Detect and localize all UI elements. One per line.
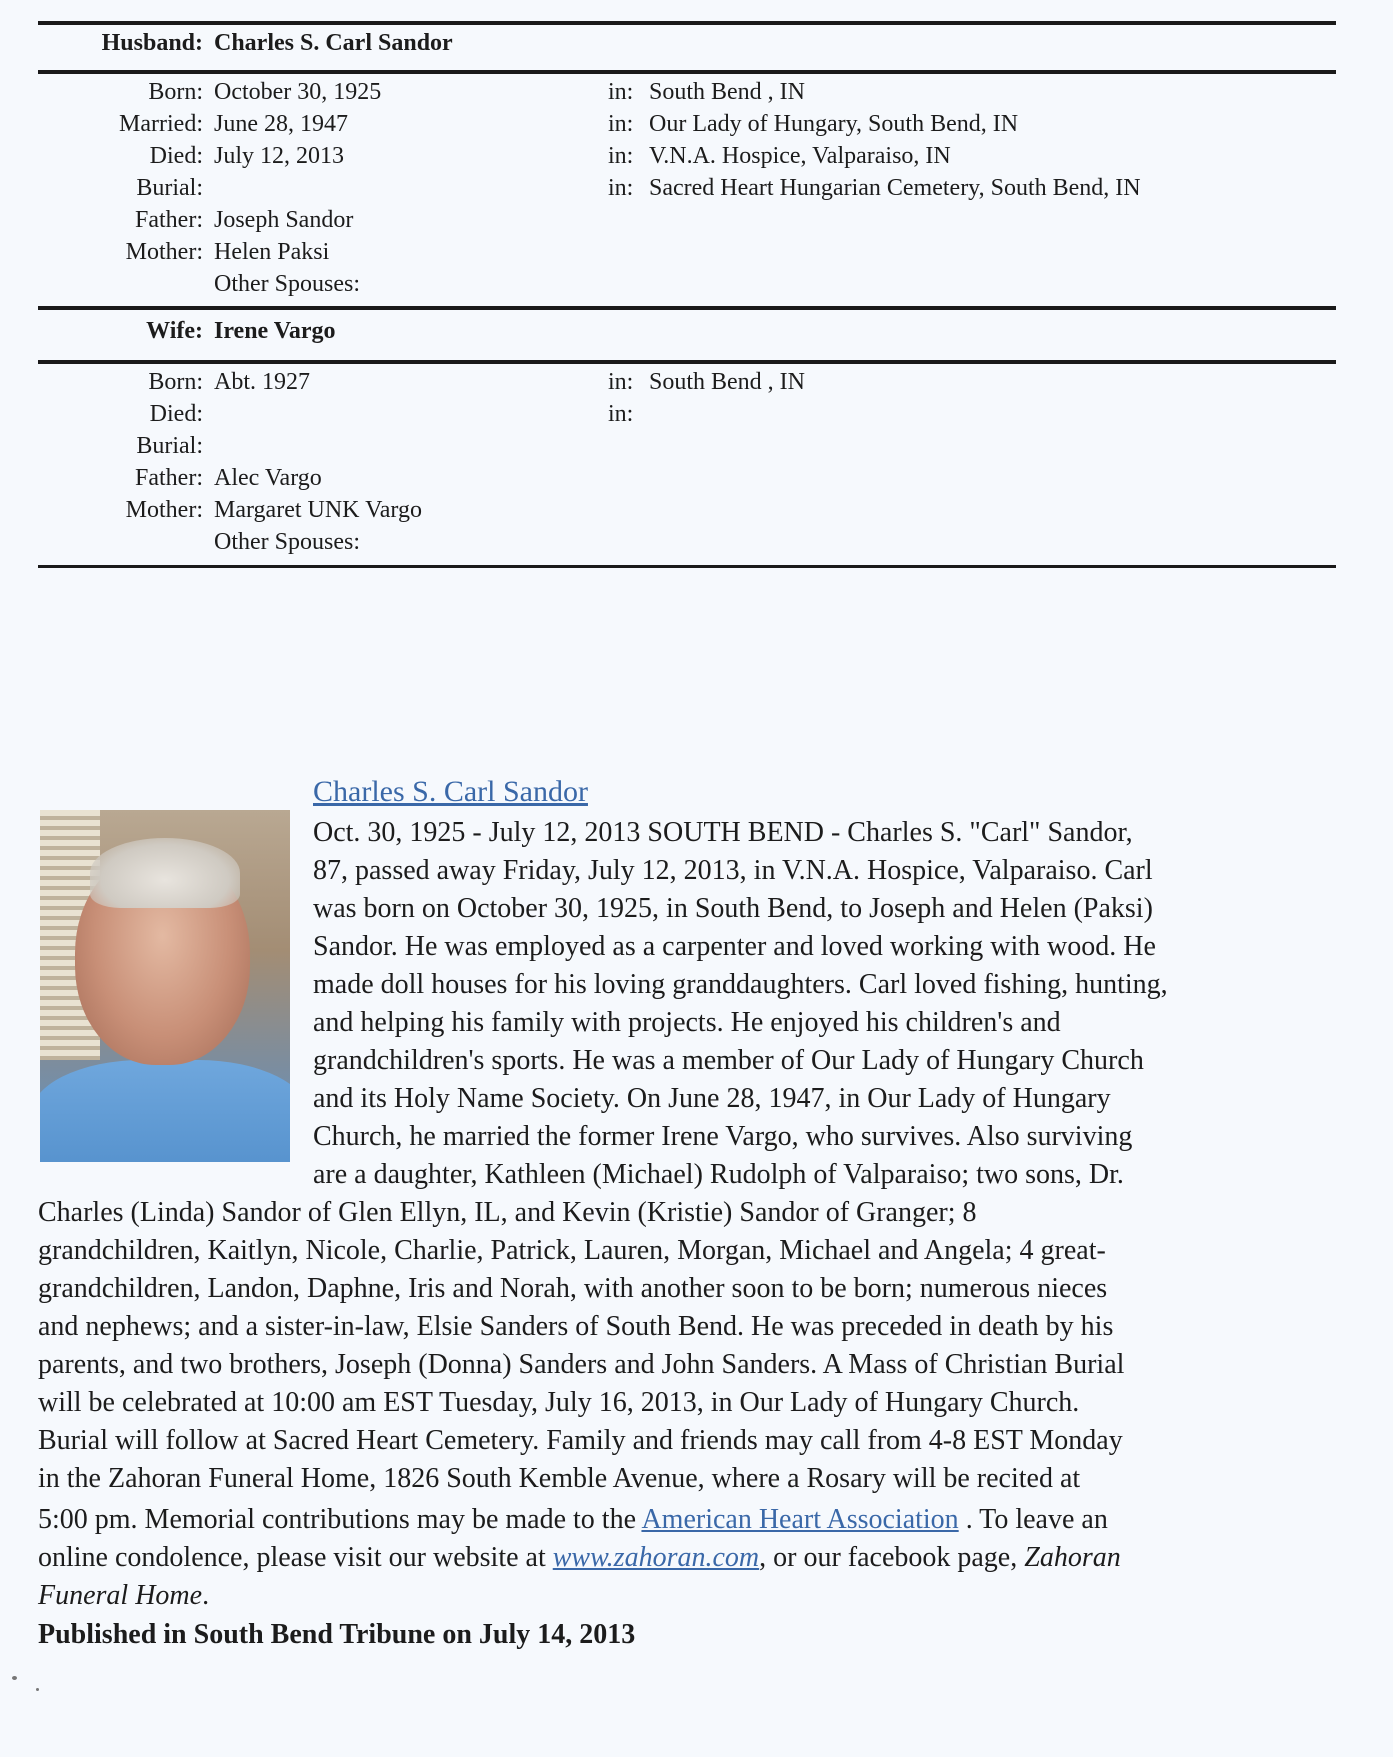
- memorial-text-end: . To leave an: [958, 1504, 1108, 1535]
- wife-field-value: Other Spouses:: [214, 529, 360, 555]
- obituary-line: grandchildren, Kaitlyn, Nicole, Charlie, Patrick, Lauren, Morgan, Michael and Angela; 4 great-: [38, 1235, 1106, 1266]
- husband-place: South Bend , IN: [649, 79, 805, 105]
- husband-field-value: Helen Paksi: [214, 239, 330, 265]
- obituary-line: and nephews; and a sister-in-law, Elsie Sanders of South Bend. He was preceded in death by his: [38, 1311, 1114, 1342]
- husband-field-label: Married:: [119, 111, 203, 137]
- memorial-text: 5:00 pm. Memorial contributions may be made to the: [38, 1504, 642, 1535]
- husband-field-value: June 28, 1947: [214, 111, 348, 137]
- wife-field-label: Born:: [148, 369, 203, 395]
- husband-field-label: Burial:: [136, 175, 203, 201]
- obituary-line: Burial will follow at Sacred Heart Cemetery. Family and friends may call from 4-8 EST Monday: [38, 1425, 1123, 1456]
- hair: [90, 838, 240, 908]
- wife-field-value: Abt. 1927: [214, 369, 310, 395]
- wife-rule: [38, 360, 1336, 364]
- wife-field-value: Alec Vargo: [214, 465, 322, 491]
- wife-field-label: Father:: [135, 465, 203, 491]
- husband-field-label: Mother:: [125, 239, 203, 265]
- obituary-line: Charles (Linda) Sandor of Glen Ellyn, IL, and Kevin (Kristie) Sandor of Granger; 8: [38, 1197, 977, 1228]
- obituary-line: was born on October 30, 1925, in South Bend, to Joseph and Helen (Paksi): [313, 893, 1153, 924]
- facebook-page-name-cont: Funeral Home: [38, 1580, 203, 1611]
- wife-field-value: Margaret UNK Vargo: [214, 497, 422, 523]
- online-text: online condolence, please visit our website at: [38, 1542, 553, 1573]
- obituary-line: grandchildren's sports. He was a member of Our Lady of Hungary Church: [313, 1045, 1144, 1076]
- husband-in-label: in:: [608, 111, 634, 137]
- husband-field-value: Joseph Sandor: [214, 207, 354, 233]
- wife-in-label: in:: [608, 401, 634, 427]
- scan-speck: [36, 1688, 39, 1691]
- facebook-page-name: Zahoran: [1024, 1542, 1121, 1573]
- obituary-line: in the Zahoran Funeral Home, 1826 South Kemble Avenue, where a Rosary will be recited at: [38, 1463, 1081, 1494]
- obituary-line: grandchildren, Landon, Daphne, Iris and Norah, with another soon to be born; numerous nieces: [38, 1273, 1108, 1304]
- husband-field-value: October 30, 1925: [214, 79, 382, 105]
- wife-place: South Bend , IN: [649, 369, 805, 395]
- obituary-line: made doll houses for his loving granddaughters. Carl loved fishing, hunting,: [313, 969, 1168, 1000]
- obituary-title-link[interactable]: Charles S. Carl Sandor: [313, 775, 588, 808]
- obituary-line: Church, he married the former Irene Vargo, who survives. Also surviving: [313, 1121, 1133, 1152]
- husband-field-label: Born:: [148, 79, 203, 105]
- published-note: Published in South Bend Tribune on July 14, 2013: [38, 1619, 636, 1650]
- wife-field-label: Mother:: [125, 497, 203, 523]
- obituary-line-online: [38, 1540, 1121, 1576]
- husband-field-label: Father:: [135, 207, 203, 233]
- obituary-line: will be celebrated at 10:00 am EST Tuesday, July 16, 2013, in Our Lady of Hungary Church.: [38, 1387, 1080, 1418]
- shirt: [40, 1060, 290, 1162]
- obituary-line: parents, and two brothers, Joseph (Donna) Sanders and John Sanders. A Mass of Christian Burial: [38, 1349, 1125, 1380]
- wife-field-label: Burial:: [136, 433, 203, 459]
- online-text-mid: , or our facebook page,: [759, 1542, 1025, 1573]
- husband-in-label: in:: [608, 143, 634, 169]
- obituary-line: Sandor. He was employed as a carpenter and loved working with wood. He: [313, 931, 1156, 962]
- husband-place: V.N.A. Hospice, Valparaiso, IN: [649, 143, 951, 169]
- scan-speck: [12, 1676, 17, 1680]
- husband-label: Husband:: [101, 30, 203, 56]
- obituary-line-final: [38, 1578, 209, 1614]
- wife-label: Wife:: [146, 318, 203, 344]
- bottom-rule: [38, 565, 1336, 568]
- husband-in-label: in:: [608, 175, 634, 201]
- husband-field-value: July 12, 2013: [214, 143, 345, 169]
- top-rule: [38, 21, 1336, 25]
- obituary-line: and helping his family with projects. He enjoyed his children's and: [313, 1007, 1061, 1038]
- husband-rule: [38, 70, 1336, 74]
- obituary-line: and its Holy Name Society. On June 28, 1947, in Our Lady of Hungary: [313, 1083, 1111, 1114]
- obituary-line: 87, passed away Friday, July 12, 2013, in V.N.A. Hospice, Valparaiso. Carl: [313, 855, 1153, 886]
- portrait-photo: [40, 810, 290, 1162]
- husband-name: Charles S. Carl Sandor: [214, 30, 453, 56]
- obituary-line: Oct. 30, 1925 - July 12, 2013 SOUTH BEND - Charles S. "Carl" Sandor,: [313, 817, 1133, 848]
- wife-top-rule: [38, 306, 1336, 310]
- final-period: .: [202, 1580, 210, 1611]
- wife-name: Irene Vargo: [214, 318, 336, 344]
- american-heart-association-link[interactable]: American Heart Association: [641, 1504, 959, 1535]
- husband-place: Sacred Heart Hungarian Cemetery, South Bend, IN: [649, 175, 1141, 201]
- husband-field-label: Died:: [149, 143, 203, 169]
- husband-in-label: in:: [608, 79, 634, 105]
- husband-field-value: Other Spouses:: [214, 271, 360, 297]
- wife-in-label: in:: [608, 369, 634, 395]
- website-link[interactable]: www.zahoran.com: [552, 1542, 760, 1573]
- husband-place: Our Lady of Hungary, South Bend, IN: [649, 111, 1019, 137]
- obituary-line: are a daughter, Kathleen (Michael) Rudolph of Valparaiso; two sons, Dr.: [313, 1159, 1124, 1190]
- obituary-line-memorial: [38, 1502, 1108, 1538]
- wife-field-label: Died:: [149, 401, 203, 427]
